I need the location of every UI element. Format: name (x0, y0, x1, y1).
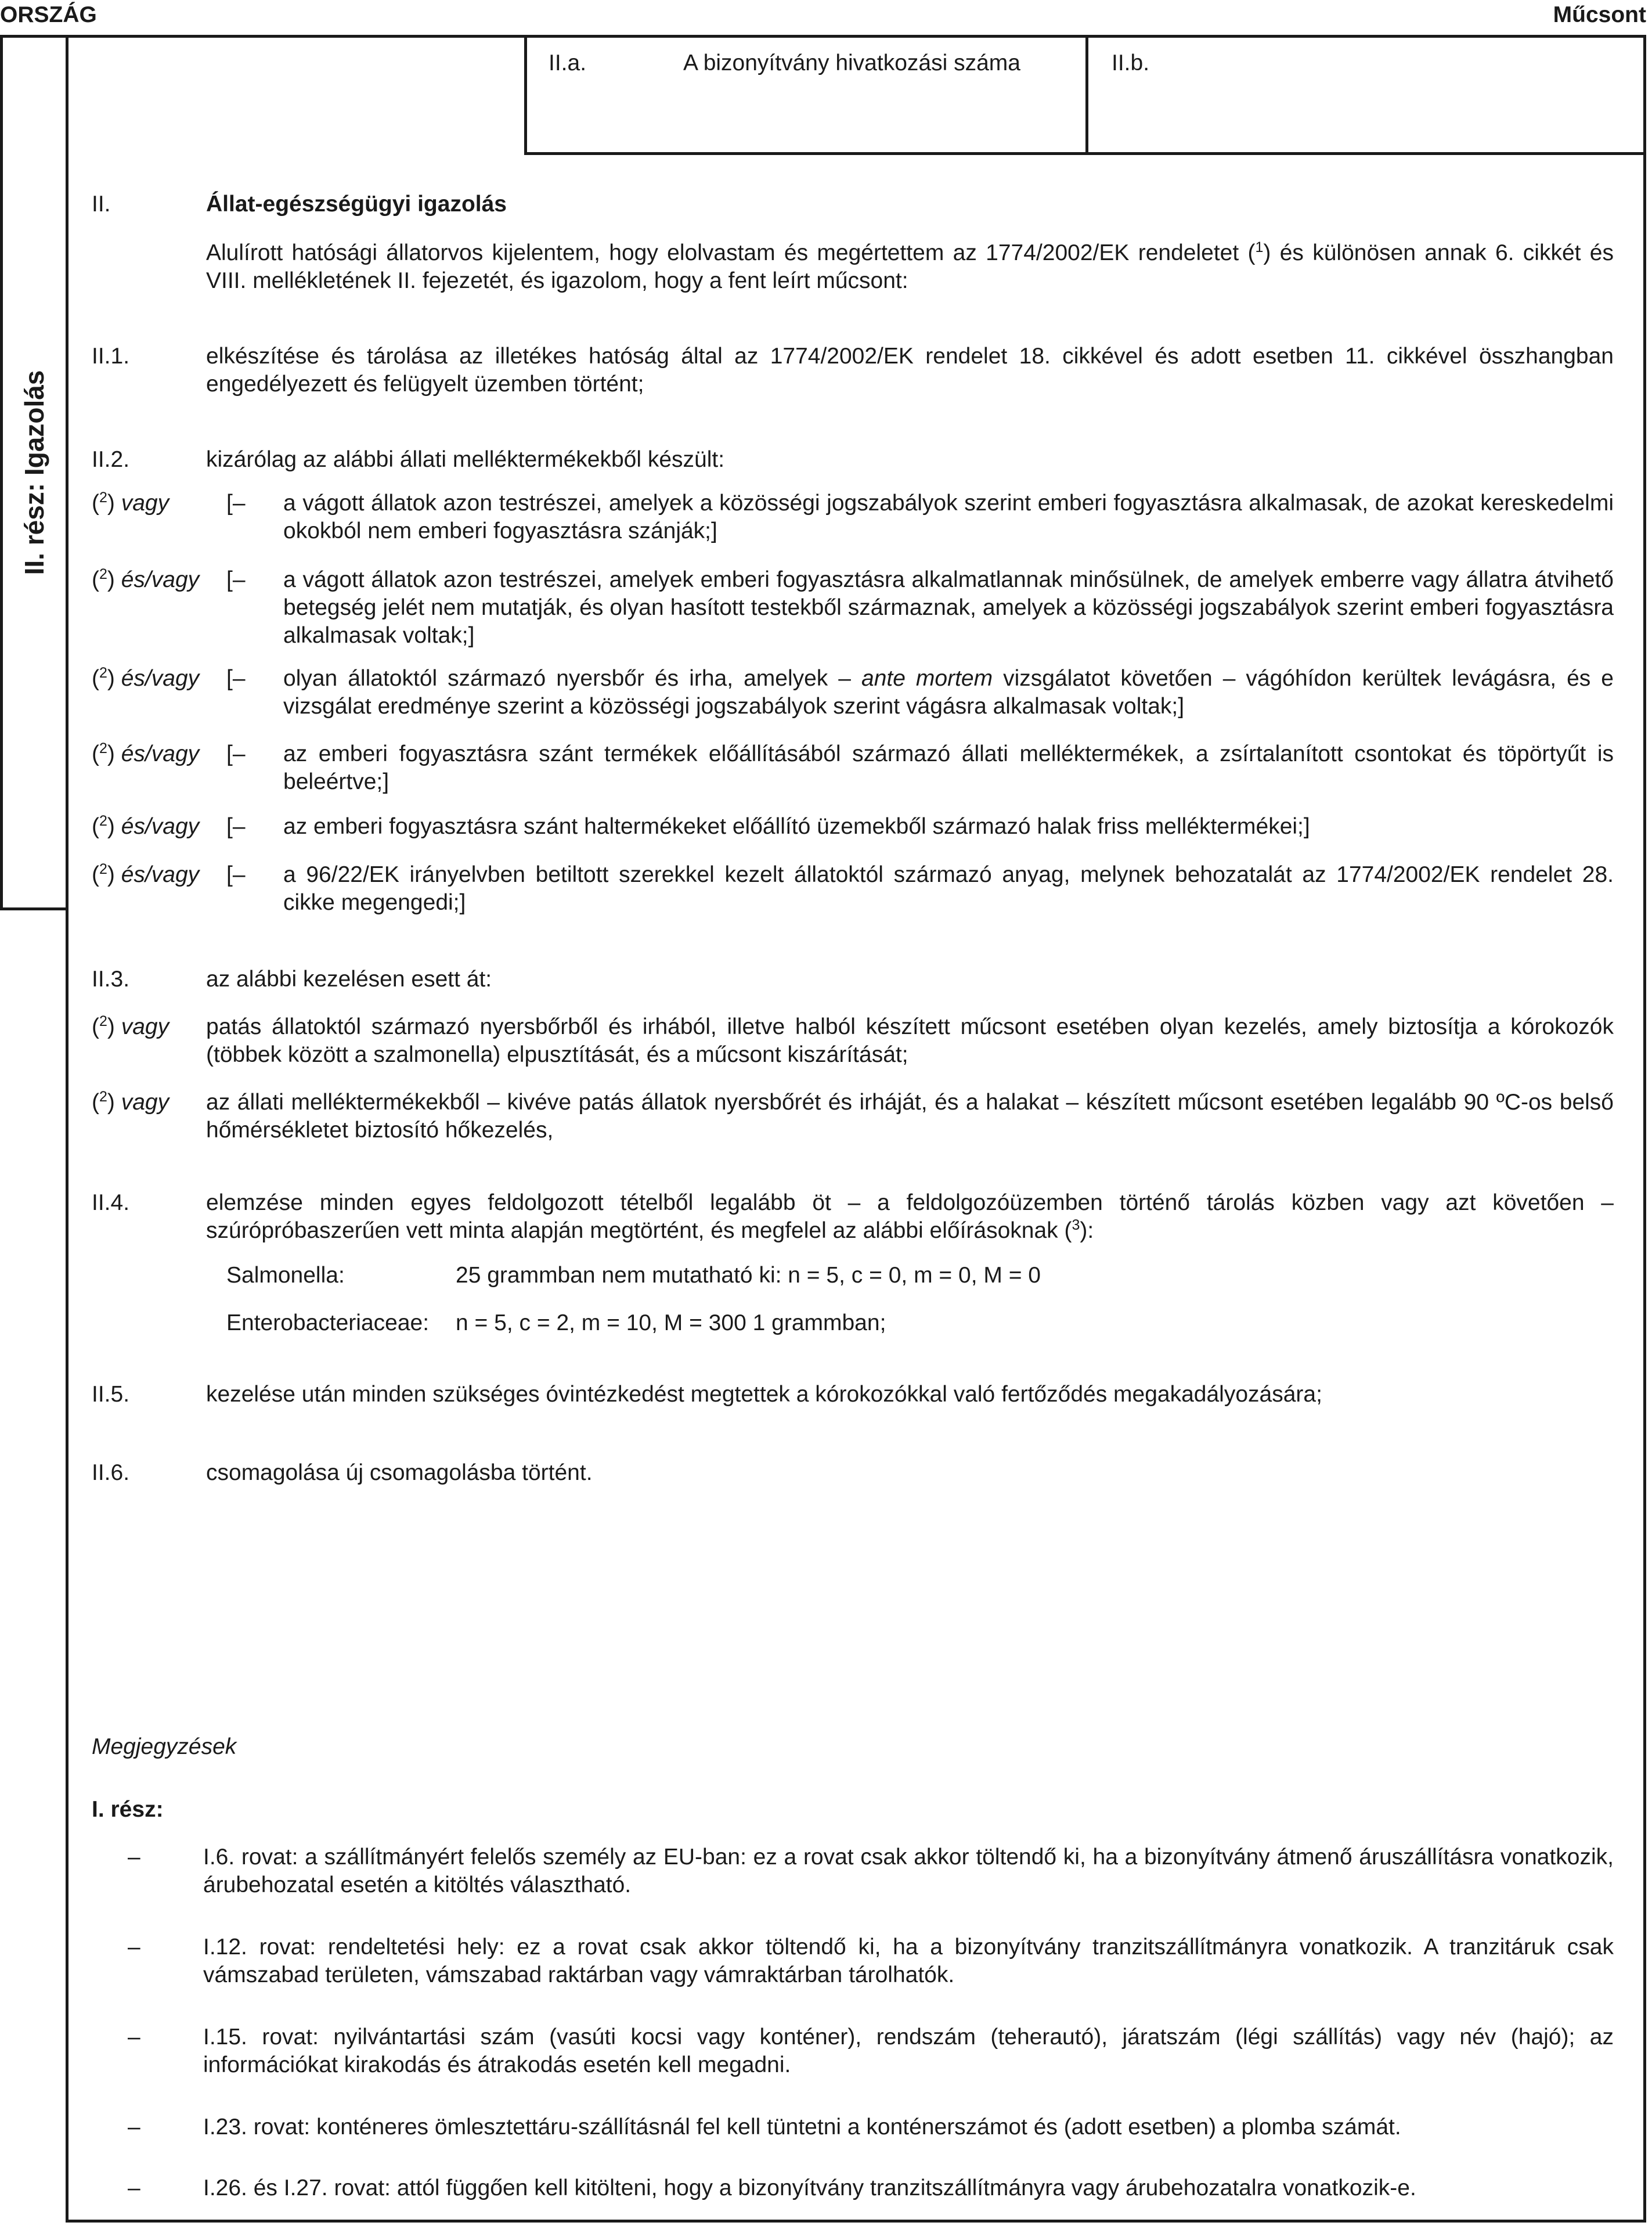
note-dash: – (128, 2175, 140, 2200)
option-bracket: [– (226, 666, 246, 691)
option-bracket: [– (226, 814, 246, 839)
option-prefix: ($^2$) és/vagy (92, 740, 200, 766)
criterion-value: 25 grammban nem mutatható ki: n = 5, c = 0, m = 0, M = 0 (456, 1263, 1041, 1288)
option-prefix: ($^2$) és/vagy (92, 861, 200, 887)
option-text: az emberi fogyasztásra szánt termékek előállításából származó állati melléktermékek, a zsírtalanított csontokat és töpörtyűt is beleértve;] (283, 741, 1614, 794)
option-prefix: ($^2$) és/vagy (92, 813, 200, 839)
note-dash: – (128, 2025, 140, 2049)
clause-number-5: II.5. (92, 1382, 130, 1407)
note-text: I.6. rovat: a szállítmányért felelős személy az EU-ban: ez a rovat csak akkor töltendő ki, ha a bizonyítvány átmenő áruszállításra vonatkozik, árubehozatal esetén a kitöltés választható. (203, 1845, 1614, 1897)
header-country: ORSZÁG (0, 2, 97, 27)
clause-number-4: II.4. (92, 1190, 130, 1215)
criterion-label: Enterobacteriaceae: (226, 1310, 430, 1335)
clause-text-1: elkészítése és tárolása az illetékes hatóság által az 1774/2002/EK rendelet 18. cikkével és adott esetben 11. cikkével összhangban engedélyezett és felügyelt üzemben történt; (206, 344, 1614, 397)
clause-number-6: II.6. (92, 1460, 130, 1485)
clause-text-4: elemzése minden egyes feldolgozott tételből legalább öt – a feldolgozóüzemben történő tárolás közben vagy azt követően – szúrópróbaszerűen vett minta alapján megtörtént, és megfelel az alábbi előírásoknak ($^3$): (206, 1190, 1614, 1243)
clause-number-1: II.1. (92, 344, 130, 369)
section-intro: Alulírott hatósági állatorvos kijelentem, hogy elolvastam és megértettem az 1774/2002/EK rendeletet ($^1$) és különösen annak 6. cikkét és VIII. mellékletének II. fejezetét, és igazolom, hogy a fent leírt műcsont: (206, 239, 1614, 293)
option-text: patás állatoktól származó nyersbőrből és irhából, illetve halból készített műcsont esetében olyan kezelés, amely biztosítja a kórokozók (többek között a szalmonella) elpusztítását, és a műcsont kiszárítását; (206, 1014, 1614, 1067)
side-label: II. rész: Igazolás (19, 370, 49, 575)
option-text: a 96/22/EK irányelvben betiltott szerekkel kezelt állatoktól származó anyag, melynek behozatalát az 1774/2002/EK rendelet 28. cikke megengedi;] (283, 862, 1614, 915)
reference-box-divider (1085, 35, 1088, 155)
note-text: I.15. rovat: nyilvántartási szám (vasúti kocsi vagy konténer), rendszám (teherautó), járatszám (légi szállítás) vagy név (hajó); az információkat kirakodás és átrakodás esetén kell megadni. (203, 2025, 1614, 2077)
criterion-value: n = 5, c = 2, m = 10, M = 300 1 grammban; (456, 1310, 886, 1335)
ref-a-label: A bizonyítvány hivatkozási száma (683, 51, 1020, 75)
notes-title: Megjegyzések (92, 1734, 237, 1759)
clause-text-6: csomagolása új csomagolásba történt. (206, 1460, 593, 1485)
clause-number-3: II.3. (92, 967, 130, 992)
option-bracket: [– (226, 862, 246, 887)
note-text: I.12. rovat: rendeltetési hely: ez a rovat csak akkor töltendő ki, ha a bizonyítvány tranzitszállítmányra vonatkozik. A tranzitáruk csak vámszabad területen, vámszabad raktárban vagy vámraktárban tárolhatók. (203, 1935, 1614, 1987)
option-bracket: [– (226, 567, 246, 592)
note-text: I.26. és I.27. rovat: attól függően kell kitölteni, hogy a bizonyítvány tranzitszállítmányra vagy árubehozatalra vonatkozik-e. (203, 2175, 1416, 2200)
note-dash: – (128, 1935, 140, 1960)
notes-part-heading: I. rész: (92, 1797, 164, 1822)
header-product: Műcsont (1553, 2, 1646, 27)
section-title: Állat-egészségügyi igazolás (206, 192, 507, 217)
clause-text-3: az alábbi kezelésen esett át: (206, 967, 492, 992)
clause-number-2: II.2. (92, 447, 130, 472)
option-prefix: ($^2$) és/vagy (92, 566, 200, 592)
option-bracket: [– (226, 491, 246, 516)
ref-b-code: II.b. (1112, 51, 1150, 75)
option-text: a vágott állatok azon testrészei, amelyek a közösségi jogszabályok szerint emberi fogyasztásra alkalmasak, de azokat kereskedelmi okokból nem emberi fogyasztásra szánják;] (283, 491, 1614, 543)
note-dash: – (128, 2115, 140, 2139)
criterion-label: Salmonella: (226, 1263, 345, 1288)
option-text: az emberi fogyasztásra szánt haltermékeket előállító üzemekből származó halak friss melléktermékei;] (283, 814, 1310, 839)
option-prefix: ($^2$) vagy (92, 489, 169, 516)
option-text: a vágott állatok azon testrészei, amelyek emberi fogyasztásra alkalmatlannak minősülnek, de amelyek emberre vagy állatra átvihető betegség jelét nem mutatják, és olyan hasított testekből származnak, amelyek a közösségi jogszabályok szerint emberi fogyasztásra alkalmasak voltak;] (283, 567, 1614, 648)
note-text: I.23. rovat: konténeres ömlesztettáru-szállításnál fel kell tüntetni a konténerszámot és (adott esetben) a plomba számát. (203, 2115, 1401, 2139)
clause-text-5: kezelése után minden szükséges óvintézkedést megtettek a kórokozókkal való fertőződés megakadályozására; (206, 1382, 1322, 1407)
option-prefix: ($^2$) vagy (92, 1013, 169, 1039)
option-bracket: [– (226, 741, 246, 766)
option-prefix: ($^2$) és/vagy (92, 665, 200, 691)
ref-a-code: II.a. (549, 51, 587, 75)
clause-text-2: kizárólag az alábbi állati melléktermékekből készült: (206, 447, 725, 472)
option-prefix: ($^2$) vagy (92, 1089, 169, 1115)
section-number: II. (92, 192, 111, 217)
note-dash: – (128, 1845, 140, 1870)
option-text: olyan állatoktól származó nyersbőr és irha, amelyek – ante mortem vizsgálatot követően – vágóhídon kerültek levágásra, és e vizsgálat eredménye szerint a közösségi jogszabályok szerint vágásra alkalmasak voltak;] (283, 666, 1614, 719)
option-text: az állati melléktermékekből – kivéve patás állatok nyersbőrét és irháját, és a halakat – készített műcsont esetében legalább 90 ºC-os belső hőmérsékletet biztosító hőkezelés, (206, 1090, 1614, 1143)
